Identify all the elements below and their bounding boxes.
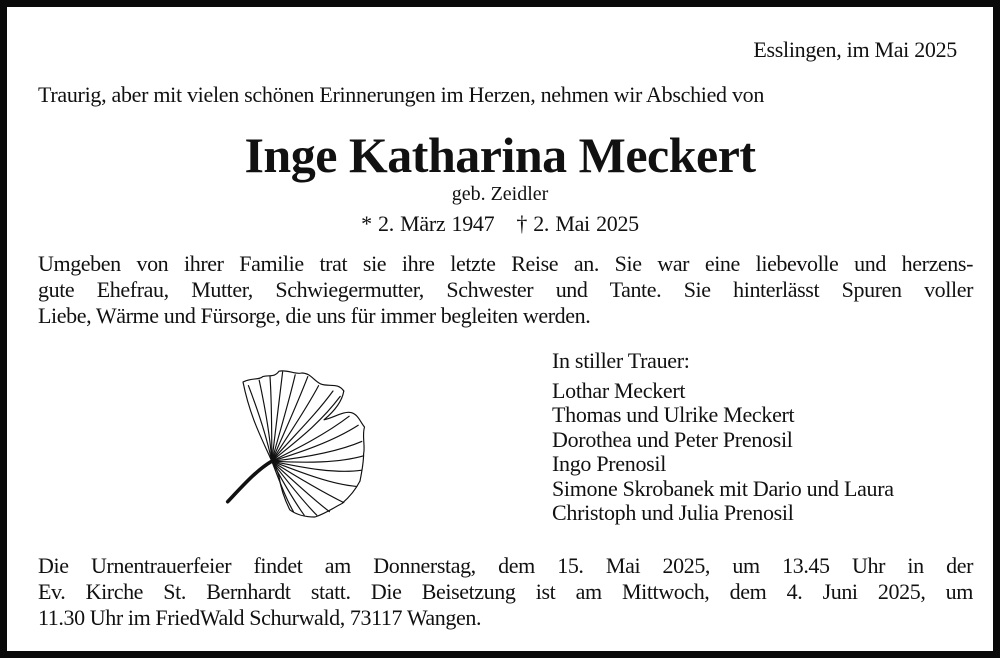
maiden-name: geb. Zeidler	[451, 183, 549, 205]
mourner-name: Dorothea und Peter Prenosil	[552, 426, 793, 452]
mourners-block	[552, 347, 894, 525]
mourners-label: In stiller Trauer:	[552, 348, 690, 373]
ceremony-paragraph	[38, 553, 973, 631]
life-dates	[7, 211, 993, 237]
mourner-name: Christoph und Julia Prenosil	[552, 500, 794, 526]
death-date: † 2. Mai 2025	[516, 211, 639, 236]
intro-text: Traurig, aber mit vielen schönen Erinnerungen im Herzen, nehmen wir Abschied von	[38, 82, 765, 107]
ceremony-line: Die Urnentrauerfeier findet am Donnerstag, dem 15. Mai 2025, um 13.45 Uhr in der	[38, 553, 973, 578]
bio-line: Liebe, Wärme und Fürsorge, die uns für immer begleiten werden.	[38, 303, 591, 328]
birth-date: * 2. März 1947	[361, 211, 495, 236]
deceased-name: Inge Katharina Meckert	[244, 127, 756, 183]
ginkgo-leaf-icon	[207, 355, 387, 535]
mourner-name: Simone Skrobanek mit Dario und Laura	[552, 475, 894, 501]
ceremony-line: Ev. Kirche St. Bernhardt statt. Die Beisetzung ist am Mittwoch, dem 4. Juni 2025, um	[38, 579, 973, 604]
mourner-name: Thomas und Ulrike Meckert	[552, 402, 795, 428]
mourner-name: Ingo Prenosil	[552, 451, 667, 477]
mourners-list	[552, 379, 894, 525]
bio-line: Umgeben von ihrer Familie trat sie ihre letzte Reise an. Sie war eine liebevolle und herzens-	[38, 251, 973, 276]
ceremony-line: 11.30 Uhr im FriedWald Schurwald, 73117 Wangen.	[38, 605, 482, 630]
biography-paragraph	[38, 251, 973, 329]
place-date: Esslingen, im Mai 2025	[753, 37, 957, 62]
bio-line: gute Ehefrau, Mutter, Schwiegermutter, Schwester und Tante. Sie hinterlässt Spuren voller	[38, 277, 973, 302]
mourner-name: Lothar Meckert	[552, 378, 686, 403]
